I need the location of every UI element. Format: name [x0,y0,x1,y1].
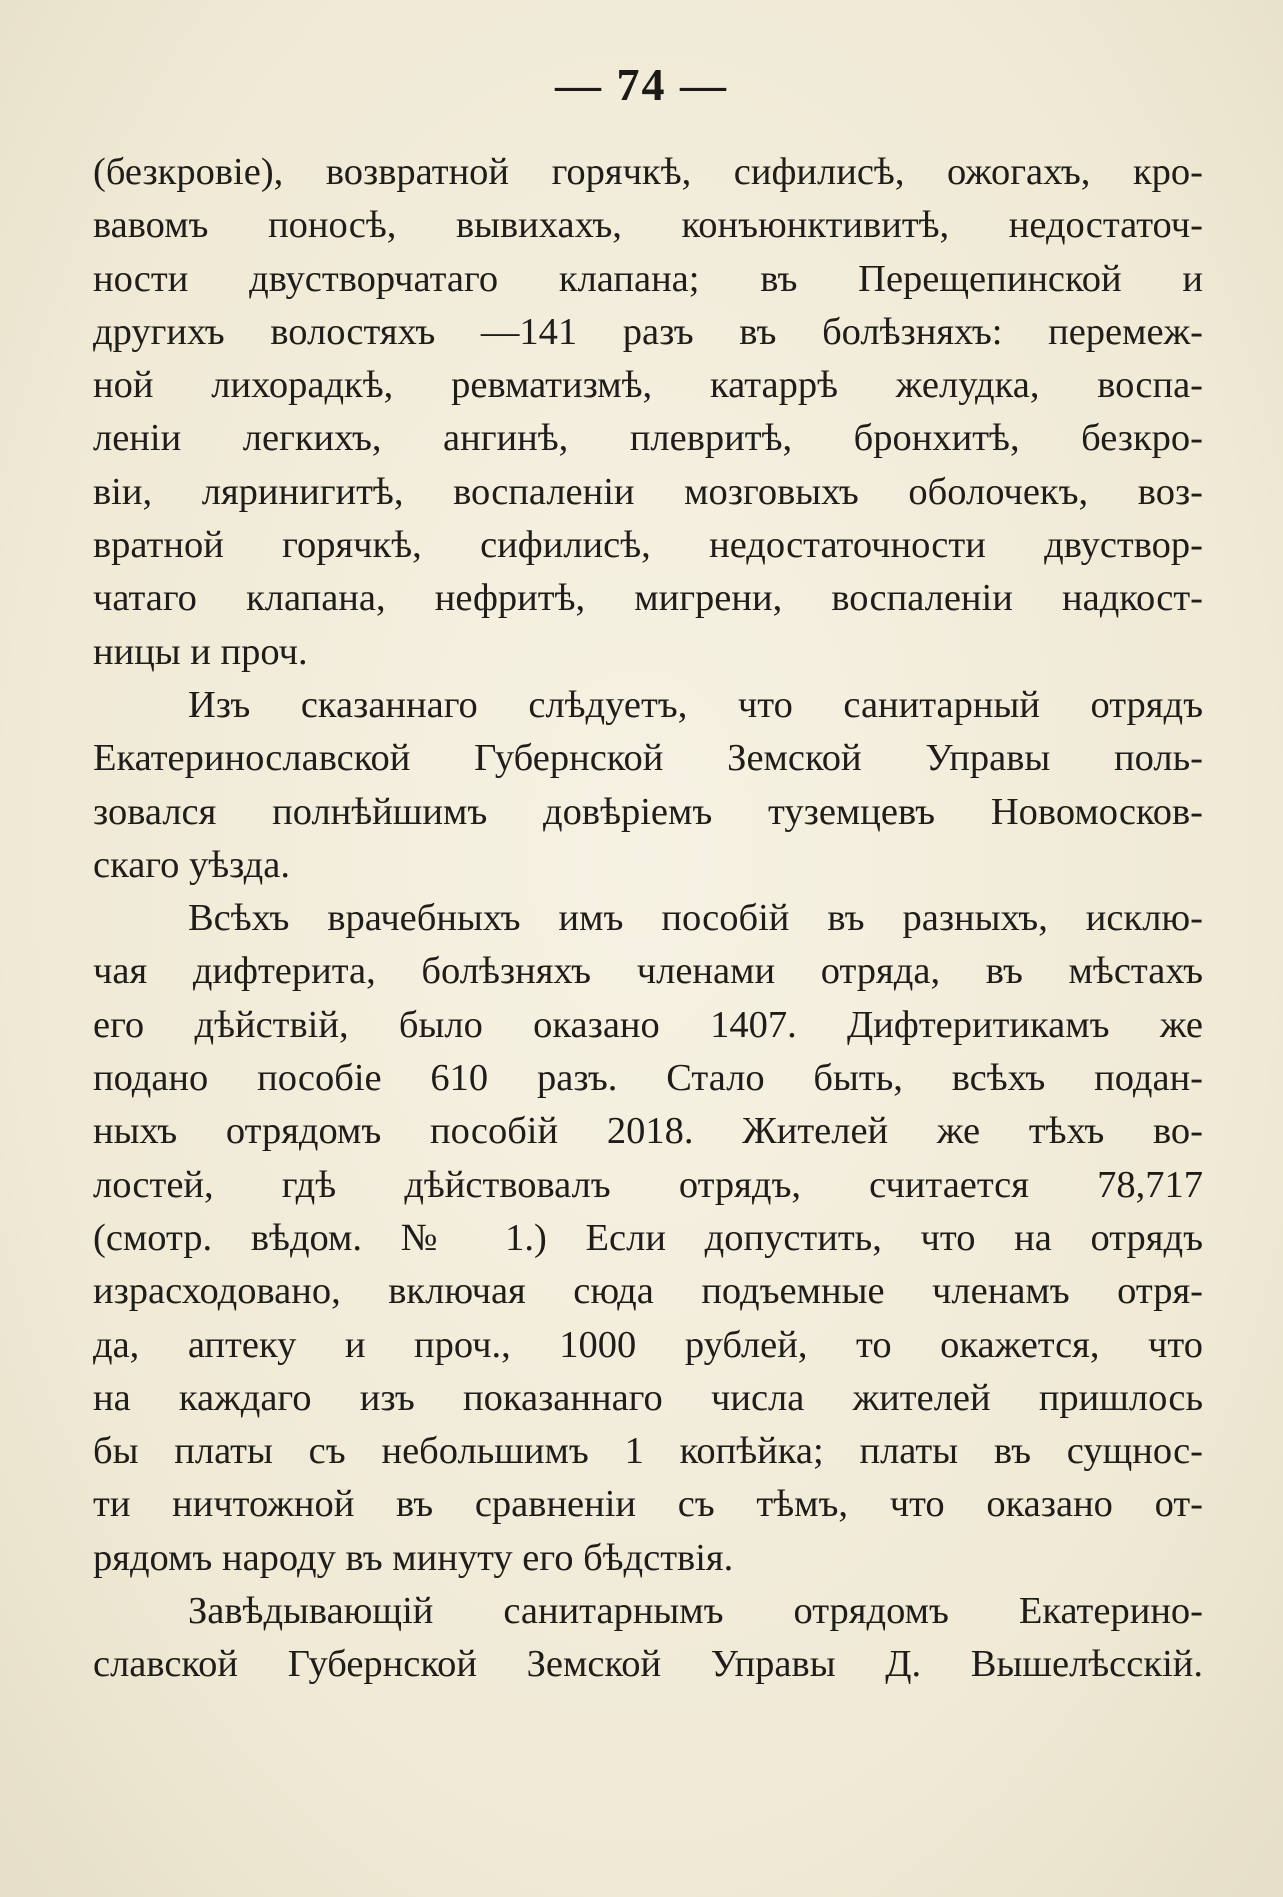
text-line: да, аптеку и проч., 1000 рублей, то окажется, что [93,1323,1203,1366]
text-line: чая дифтерита, болѣзняхъ членами отряда, въ мѣстахъ [93,950,1203,993]
text-line: его дѣйствій, было оказано 1407. Дифтеритикамъ же [93,1003,1203,1046]
text-line: вратной горячкѣ, сифилисѣ, недостаточности двуствор- [93,524,1203,567]
text-line: скаго уѣзда. [93,843,290,886]
text-line: (безкровіе), возвратной горячкѣ, сифилисѣ, ожогахъ, кро- [93,151,1203,193]
text-line: вавомъ поносѣ, вывихахъ, конъюнктивитѣ, недостаточ- [93,204,1203,247]
text-line: подано пособіе 610 разъ. Стало быть, всѣхъ подан- [93,1057,1203,1100]
text-line: ности двустворчатаго клапана; въ Перещепинской и [93,257,1203,300]
text-line: ныхъ отрядомъ пособій 2018. Жителей же тѣхъ во- [93,1110,1203,1153]
text-line: ницы и проч. [93,630,308,673]
text-line: чатаго клапана, нефритѣ, мигрени, воспаленіи надкост- [93,577,1203,620]
paragraph-start-line: Изъ сказаннаго слѣдуетъ, что санитарный отрядъ [188,683,1203,726]
page-number: — 74 — [555,59,728,110]
paragraph-start-line: Всѣхъ врачебныхъ имъ пособій въ разныхъ, исклю- [188,897,1203,940]
text-line: на каждаго изъ показаннаго числа жителей пришлось [93,1376,1203,1419]
text-line: леніи легкихъ, ангинѣ, плевритѣ, бронхитѣ, безкро- [93,417,1203,460]
text-line: израсходовано, включая сюда подъемные членамъ отря- [93,1270,1203,1313]
text-line: бы платы съ небольшимъ 1 копѣйка; платы въ сущнос- [93,1430,1203,1473]
signature-line: славской Губернской Земской Управы Д. Вышелѣсскій. [93,1643,1203,1686]
text-line: (смотр. вѣдом. № 1.) Если допустить, что на отрядъ [93,1216,1203,1259]
text-line: ной лихорадкѣ, ревматизмѣ, катаррѣ желудка, воспа- [93,364,1203,407]
body-text [93,146,1203,1692]
text-line: рядомъ народу въ минуту его бѣдствія. [93,1536,734,1579]
text-line: віи, ляринигитѣ, воспаленіи мозговыхъ оболочекъ, воз- [93,470,1203,513]
text-line: другихъ волостяхъ —141 разъ въ болѣзняхъ: перемеж- [93,310,1203,353]
paragraph-start-line: Завѣдывающій санитарнымъ отрядомъ Екатерино- [188,1590,1203,1633]
text-line: Екатеринославской Губернской Земской Управы поль- [93,737,1203,780]
text-line: лостей, гдѣ дѣйствовалъ отрядъ, считается 78,717 [93,1163,1203,1206]
text-line: зовался полнѣйшимъ довѣріемъ туземцевъ Новомосков- [93,790,1203,833]
text-line: ти ничтожной въ сравненіи съ тѣмъ, что оказано от- [93,1483,1203,1526]
